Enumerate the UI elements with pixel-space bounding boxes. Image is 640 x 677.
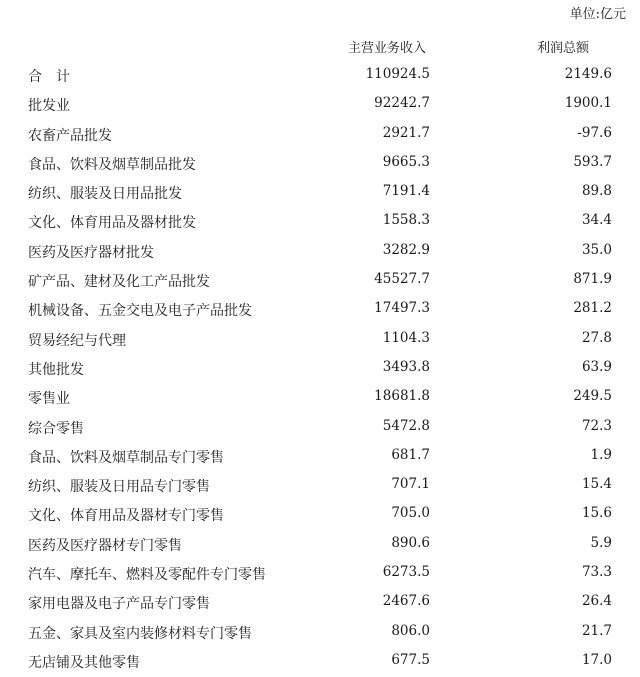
- row-name: 其他批发: [28, 361, 84, 378]
- table-row: [0, 414, 640, 443]
- row-profit: 21.7: [581, 622, 612, 639]
- row-revenue: 2467.6: [382, 593, 430, 610]
- unit-label: 单位:亿元: [569, 7, 626, 22]
- table-row: [0, 589, 640, 618]
- table-row: [0, 150, 640, 179]
- table-row: [0, 355, 640, 384]
- row-name: 文化、体育用品及器材批发: [28, 215, 196, 232]
- row-profit: 72.3: [581, 417, 612, 434]
- row-name: 食品、饮料及烟草制品专门零售: [28, 449, 224, 466]
- row-name: 零售业: [28, 391, 70, 408]
- header-profit: 利润总额: [537, 41, 590, 56]
- row-name: 纺织、服装及日用品批发: [28, 186, 182, 203]
- row-name: 医药及医疗器材批发: [28, 244, 154, 261]
- row-profit: 593.7: [573, 153, 612, 170]
- table-row: [0, 384, 640, 413]
- table-row: [0, 326, 640, 355]
- table-row: [0, 619, 640, 648]
- row-profit: 17.0: [581, 651, 612, 668]
- row-name: 食品、饮料及烟草制品批发: [28, 156, 196, 173]
- row-revenue: 1558.3: [382, 212, 430, 229]
- row-profit: 15.6: [581, 505, 612, 522]
- table-row: [0, 443, 640, 472]
- row-profit: 249.5: [573, 388, 612, 405]
- row-revenue: 110924.5: [365, 66, 430, 82]
- row-name: 医药及医疗器材专门零售: [28, 537, 182, 554]
- row-name: 纺织、服装及日用品专门零售: [28, 479, 210, 496]
- table-row: [0, 91, 640, 120]
- row-name: 机械设备、五金交电及电子产品批发: [28, 303, 252, 320]
- table-row: [0, 62, 640, 91]
- table-row: [0, 560, 640, 589]
- table-row: [0, 472, 640, 501]
- row-revenue: 681.7: [391, 446, 430, 463]
- row-name: 汽车、摩托车、燃料及零配件专门零售: [28, 567, 266, 584]
- row-revenue: 806.0: [391, 622, 430, 639]
- row-name: 五金、家具及室内装修材料专门零售: [28, 625, 252, 642]
- row-profit: 34.4: [581, 212, 612, 229]
- row-revenue: 45527.7: [374, 271, 430, 288]
- row-name: 农畜产品批发: [28, 127, 112, 144]
- row-profit: 26.4: [581, 593, 612, 610]
- row-name: 合计: [28, 69, 84, 85]
- row-revenue: 92242.7: [374, 95, 430, 112]
- row-profit: 89.8: [581, 183, 612, 200]
- row-revenue: 890.6: [391, 534, 430, 551]
- row-name: 文化、体育用品及器材专门零售: [28, 508, 224, 525]
- row-profit: 1.9: [590, 446, 612, 463]
- row-name: 贸易经纪与代理: [28, 332, 126, 349]
- row-name: 综合零售: [28, 420, 84, 437]
- table-row: [0, 179, 640, 208]
- row-profit: -97.6: [577, 124, 612, 141]
- row-profit: 871.9: [573, 271, 612, 288]
- table-row: [0, 208, 640, 237]
- header-revenue: 主营业务收入: [348, 41, 427, 56]
- table-row: [0, 501, 640, 530]
- row-revenue: 3493.8: [382, 358, 430, 375]
- row-revenue: 677.5: [391, 651, 430, 668]
- table-row: [0, 267, 640, 296]
- row-profit: 63.9: [581, 358, 612, 375]
- row-profit: 2149.6: [564, 66, 612, 82]
- row-profit: 73.3: [581, 564, 612, 581]
- row-revenue: 17497.3: [374, 300, 430, 317]
- row-revenue: 3282.9: [382, 241, 430, 258]
- row-name: 家用电器及电子产品专门零售: [28, 596, 210, 613]
- row-profit: 27.8: [581, 329, 612, 346]
- row-profit: 1900.1: [564, 95, 612, 112]
- row-revenue: 6273.5: [382, 564, 430, 581]
- table-row: [0, 121, 640, 150]
- row-profit: 15.4: [581, 476, 612, 493]
- table-row: [0, 648, 640, 677]
- row-profit: 281.2: [573, 300, 612, 317]
- table-header: [0, 37, 640, 57]
- row-revenue: 18681.8: [374, 388, 430, 405]
- table-row: [0, 296, 640, 325]
- row-name: 无店铺及其他零售: [28, 654, 140, 671]
- row-profit: 35.0: [581, 241, 612, 258]
- row-profit: 5.9: [590, 534, 612, 551]
- table-row: [0, 238, 640, 267]
- row-revenue: 707.1: [391, 476, 430, 493]
- table-row: [0, 531, 640, 560]
- row-revenue: 2921.7: [382, 124, 430, 141]
- row-name: 批发业: [28, 98, 70, 115]
- row-revenue: 1104.3: [382, 329, 430, 346]
- row-revenue: 7191.4: [382, 183, 430, 200]
- table-body: [0, 62, 640, 677]
- row-revenue: 5472.8: [382, 417, 430, 434]
- row-revenue: 705.0: [391, 505, 430, 522]
- row-revenue: 9665.3: [382, 153, 430, 170]
- row-name: 矿产品、建材及化工产品批发: [28, 274, 210, 291]
